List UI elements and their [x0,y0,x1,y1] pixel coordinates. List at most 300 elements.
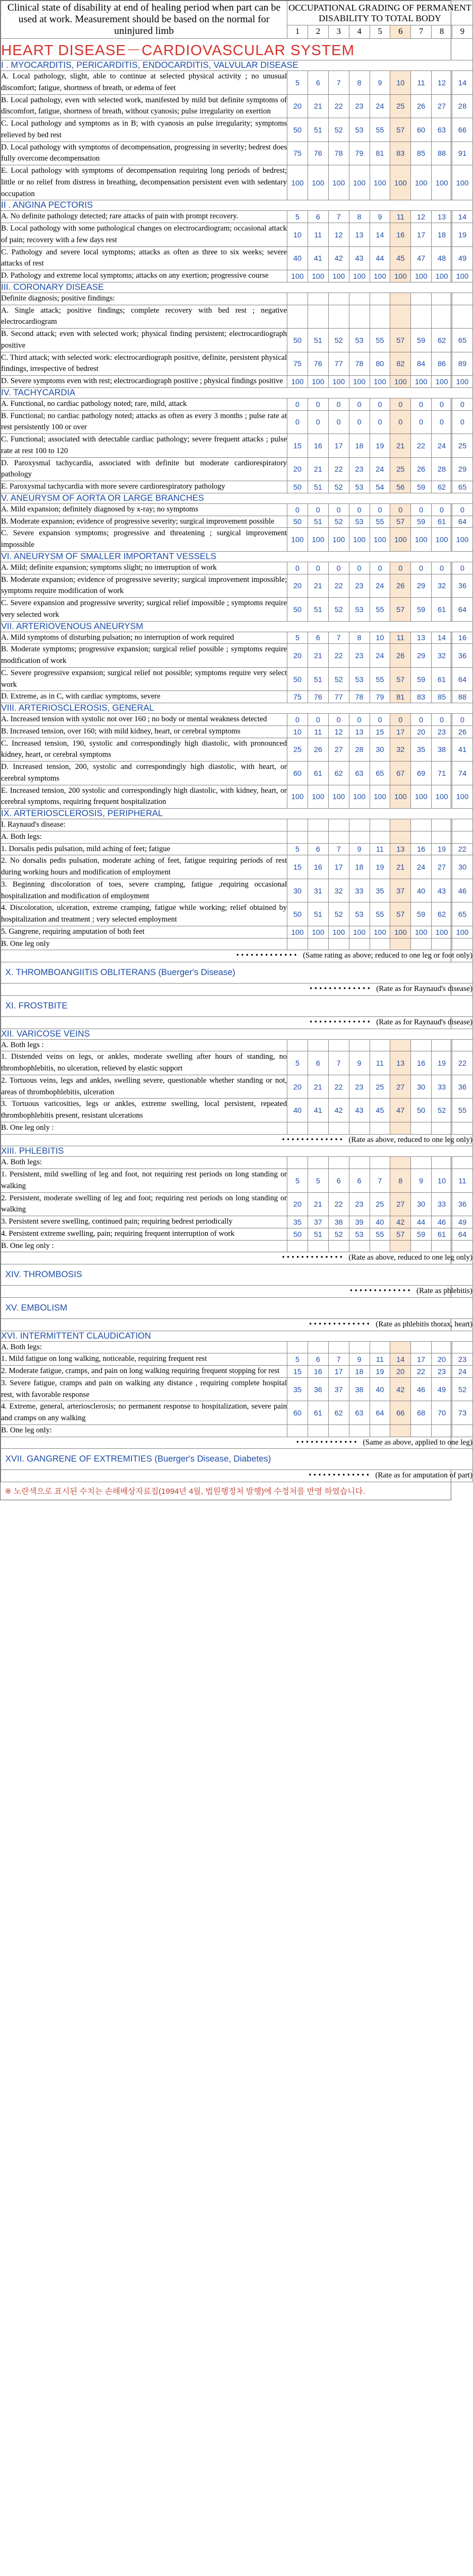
grade-col-header: 7 [411,25,432,39]
table-row [1,434,473,458]
grade-value-cell: 0 [328,714,349,726]
table-row [1,1228,473,1240]
condition-description: C. Increased tension, 190, systolic and correspondingly high diastolic, with pronounced kidney, heart, or cerebral symptoms [1,738,287,762]
leader-dots: ••••••••••••• [236,951,303,960]
grade-empty-cell [308,1341,328,1353]
grade-value-cell: 20 [287,457,308,481]
table-row [1,667,473,691]
section-title: II . ANGINA PECTORIS [1,200,473,211]
grade-value-cell: 41 [308,1099,328,1122]
grade-value-cell [390,305,411,329]
grade-value-cell: 22 [328,457,349,481]
grade-value-cell: 37 [390,879,411,902]
grade-empty-cell [349,1240,370,1252]
grade-value-cell: 0 [349,503,370,516]
section-title: VIII. ARTERIOSCLEROSIS, GENERAL [1,703,473,714]
table-row [1,725,473,738]
condition-description: B. Functional; no cardiac pathology noted; attacks as often as every 3 months ; pulse rate at rest persistently 100 or over [1,410,287,434]
grade-value-cell: 50 [287,902,308,926]
grade-value-cell: 55 [370,118,390,142]
grade-value-cell: 100 [328,376,349,388]
grade-empty-cell [452,1240,473,1252]
grade-empty-cell [411,1341,432,1353]
grade-value-cell: 38 [432,738,452,762]
grade-value-cell: 16 [308,855,328,879]
grade-value-cell: 100 [452,165,473,200]
grade-empty-cell [452,1157,473,1169]
grade-value-cell: 5 [287,1353,308,1366]
grade-value-cell: 47 [411,246,432,270]
rating-note [1,1252,473,1264]
condition-description: D. Severe symptoms even with rest; electrocardiograph positive ; physical findings positive [1,376,287,388]
grade-value-cell: 19 [452,223,473,247]
grade-empty-cell [452,1341,473,1353]
table-row [1,632,473,644]
grade-value-cell: 55 [370,598,390,622]
grade-value-cell: 100 [432,926,452,938]
grade-value-cell: 24 [370,644,390,668]
grade-value-cell: 0 [432,714,452,726]
grade-value-cell: 35 [287,1377,308,1401]
grade-value-cell: 15 [370,725,390,738]
grade-value-cell: 100 [390,528,411,552]
grade-empty-cell [349,1341,370,1353]
grade-value-cell: 46 [411,1377,432,1401]
grade-value-cell: 59 [411,481,432,493]
grade-empty-cell [328,831,349,843]
grade-empty-cell [452,819,473,831]
rating-note [1,1286,473,1298]
grade-value-cell: 62 [432,329,452,352]
grade-value-cell: 10 [287,725,308,738]
page-title: HEART DISEASE－CARDIOVASCULAR SYSTEM [1,39,473,60]
grade-value-cell: 100 [328,270,349,282]
grade-value-cell: 61 [308,762,328,785]
table-row [1,516,473,528]
grade-value-cell: 5 [287,211,308,223]
grade-empty-cell [308,1122,328,1134]
grade-value-cell: 5 [287,632,308,644]
grade-empty-cell [287,938,308,950]
grade-value-cell: 77 [328,691,349,703]
grade-empty-cell [452,1122,473,1134]
grade-value-cell: 19 [432,1051,452,1075]
grade-value-cell: 6 [308,632,328,644]
grade-empty-cell [432,1157,452,1169]
condition-description: E. Increased tension, 200 systolic and correspondingly high diastolic, with kidney, heart, or cerebral symptoms, requiring frequent hospitalization [1,785,287,809]
grade-value-cell: 30 [411,1192,432,1216]
grade-value-cell: 5 [287,1169,308,1193]
grade-value-cell: 43 [349,246,370,270]
grade-value-cell: 54 [370,481,390,493]
grade-empty-cell [390,293,411,305]
grade-value-cell: 13 [349,223,370,247]
grade-value-cell: 6 [308,71,328,95]
rating-note [1,950,473,962]
table-row [1,843,473,855]
grade-value-cell: 7 [328,1051,349,1075]
grade-value-cell: 0 [287,562,308,574]
grade-empty-cell [287,1341,308,1353]
grade-value-cell: 50 [287,329,308,352]
grade-value-cell: 29 [411,644,432,668]
grade-value-cell: 9 [370,211,390,223]
grade-value-cell: 21 [308,574,328,598]
grade-value-cell: 59 [411,329,432,352]
grade-value-cell [432,305,452,329]
grade-value-cell: 0 [411,410,432,434]
grade-value-cell: 6 [308,211,328,223]
grade-empty-cell [370,819,390,831]
grade-value-cell: 52 [328,598,349,622]
grade-value-cell: 50 [287,516,308,528]
grade-value-cell: 70 [432,1401,452,1425]
grade-value-cell: 81 [370,141,390,165]
grade-value-cell: 100 [411,528,432,552]
grade-value-cell: 9 [349,843,370,855]
grade-value-cell: 0 [308,398,328,410]
grade-col-header: 5 [370,25,390,39]
grade-value-cell: 15 [287,855,308,879]
grade-value-cell: 100 [287,165,308,200]
grade-empty-cell [411,293,432,305]
grade-value-cell: 30 [411,1075,432,1099]
grade-value-cell: 20 [287,1192,308,1216]
grade-value-cell: 20 [287,94,308,118]
grade-value-cell: 55 [452,1099,473,1122]
grade-value-cell: 53 [349,1228,370,1240]
grade-value-cell: 83 [411,691,432,703]
section-title: XIV. THROMBOSIS [1,1264,473,1286]
condition-description: 1. Distended veins on legs, or ankles, moderate swelling after hours of standing, no thrombophlebitis, no ulceration, relieved by elastic support [1,1051,287,1075]
grade-value-cell: 100 [328,926,349,938]
grade-value-cell: 0 [452,398,473,410]
grade-value-cell: 51 [308,667,328,691]
grade-value-cell: 21 [308,1192,328,1216]
grade-value-cell: 0 [390,562,411,574]
grade-value-cell: 0 [452,503,473,516]
grade-empty-cell [390,831,411,843]
grade-value-cell: 13 [432,211,452,223]
grade-value-cell: 100 [432,376,452,388]
grade-value-cell: 0 [328,410,349,434]
grade-value-cell: 43 [432,879,452,902]
grade-value-cell: 17 [328,1366,349,1378]
grade-value-cell: 37 [308,1216,328,1228]
grade-empty-cell [432,831,452,843]
grade-value-cell: 30 [452,855,473,879]
grade-value-cell: 18 [349,1366,370,1378]
grade-value-cell: 53 [349,118,370,142]
grade-value-cell: 100 [452,376,473,388]
table-row [1,644,473,668]
grade-value-cell: 74 [452,762,473,785]
rating-note [1,1134,473,1146]
grade-value-cell: 40 [370,1377,390,1401]
grade-value-cell: 25 [452,434,473,458]
condition-description: 4. Extreme, general, arteriosclerosis; no permanent response to hospitalization, severe pain and cramps on any walking [1,1401,287,1425]
grade-value-cell: 13 [390,843,411,855]
table-row [1,562,473,574]
grade-value-cell: 84 [411,352,432,376]
grade-value-cell: 16 [411,1051,432,1075]
grade-value-cell: 0 [452,714,473,726]
grade-value-cell: 100 [308,376,328,388]
grade-value-cell: 26 [411,457,432,481]
grade-value-cell: 0 [308,410,328,434]
grade-value-cell: 51 [308,902,328,926]
grade-empty-cell [411,831,432,843]
grade-value-cell: 22 [328,644,349,668]
condition-description: 2. Tortuous veins, legs and ankles, swelling severe, questionable whether standing or not, areas of thrombophlebitis, ulceration [1,1075,287,1099]
grade-empty-cell [349,1424,370,1437]
grade-value-cell: 42 [390,1377,411,1401]
grade-value-cell: 5 [287,71,308,95]
grade-value-cell: 57 [390,902,411,926]
section-title: XVI. INTERMITTENT CLAUDICATION [1,1331,473,1341]
grade-value-cell: 11 [390,632,411,644]
grade-value-cell: 24 [370,574,390,598]
grade-value-cell: 25 [390,94,411,118]
grade-empty-cell [452,831,473,843]
grade-value-cell: 0 [411,398,432,410]
grade-value-cell: 0 [328,562,349,574]
grade-empty-cell [328,938,349,950]
section-subgroup: B. One leg only: [1,1424,287,1437]
grade-value-cell: 0 [411,714,432,726]
leader-dots: ••••••••••••• [309,985,376,993]
condition-description: B. Second attack; even with selected work; physical finding persistent; electrocardiograph positive [1,329,287,352]
grade-empty-cell [328,1424,349,1437]
grade-value-cell: 33 [349,879,370,902]
grade-value-cell: 13 [390,1051,411,1075]
grade-value-cell: 8 [349,632,370,644]
grade-value-cell: 52 [452,1377,473,1401]
grade-value-cell: 9 [411,1169,432,1193]
section-title: XVII. GANGRENE OF EXTREMITIES (Buerger's Disease, Diabetes) [1,1449,473,1470]
grade-value-cell: 85 [411,141,432,165]
condition-description: 1. Persistent, mild swelling of leg and foot, not requiring rest periods on long standing or walking [1,1169,287,1193]
grade-empty-cell [390,819,411,831]
condition-description: B. Increased tension, over 160; with mild kidney, heart, or cerebral symptoms [1,725,287,738]
grade-value-cell [328,305,349,329]
rating-note-text: (Rate as for amputation of part) [375,1471,472,1480]
grade-value-cell: 40 [287,246,308,270]
grade-empty-cell [432,1341,452,1353]
grade-empty-cell [287,1122,308,1134]
grade-value-cell: 10 [432,1169,452,1193]
grade-value-cell: 100 [390,926,411,938]
grade-value-cell: 78 [349,691,370,703]
grade-value-cell: 28 [432,457,452,481]
grade-value-cell: 50 [287,598,308,622]
grade-value-cell: 7 [328,71,349,95]
grade-value-cell: 45 [390,246,411,270]
grade-value-cell: 37 [328,1377,349,1401]
condition-description: 1. Mild fatigue on long walking, noticeable, requiring frequent rest [1,1353,287,1366]
grade-value-cell: 61 [308,1401,328,1425]
grade-value-cell: 50 [287,1228,308,1240]
rating-note-text: (Same rating as above; reduced to one leg or foot only) [303,951,472,960]
grade-value-cell: 64 [452,1228,473,1240]
grade-value-cell: 68 [411,1401,432,1425]
grade-value-cell: 11 [370,1051,390,1075]
grade-value-cell: 60 [287,762,308,785]
grade-value-cell: 7 [328,1353,349,1366]
grade-empty-cell [349,831,370,843]
grade-value-cell: 35 [411,738,432,762]
condition-description: D. Pathology and extreme local symptoms; attacks on any exertion; progressive course [1,270,287,282]
grade-value-cell: 39 [349,1216,370,1228]
grade-value-cell: 8 [349,211,370,223]
condition-description: 2. Persistent, moderate swelling of leg and foot; requiring rest periods on long standing or walking [1,1192,287,1216]
grade-value-cell: 10 [390,71,411,95]
grade-value-cell: 89 [452,352,473,376]
grade-value-cell: 69 [411,762,432,785]
grade-value-cell: 23 [349,1075,370,1099]
grade-value-cell: 28 [452,94,473,118]
rating-note [1,1470,473,1482]
grade-empty-cell [370,1122,390,1134]
grade-value-cell: 52 [432,1099,452,1122]
table-row [1,71,473,95]
grade-value-cell: 29 [452,457,473,481]
grade-value-cell: 42 [328,246,349,270]
grade-value-cell: 20 [432,1353,452,1366]
grade-value-cell: 100 [349,270,370,282]
grade-value-cell: 52 [328,329,349,352]
grade-value-cell: 100 [432,165,452,200]
grade-value-cell: 8 [349,71,370,95]
grade-value-cell: 16 [452,632,473,644]
grade-value-cell: 38 [328,1216,349,1228]
grade-value-cell: 26 [390,574,411,598]
grade-value-cell: 38 [349,1377,370,1401]
condition-description: 3. Tortuous varicosities, legs or ankles, extreme swelling, local persistent, repeated thrombophlebitis present, resistant ulcerations [1,1099,287,1122]
grade-value-cell: 23 [349,94,370,118]
grade-value-cell: 100 [328,165,349,200]
table-row [1,714,473,726]
grade-value-cell: 25 [370,1192,390,1216]
grade-value-cell: 0 [308,714,328,726]
grade-empty-cell [432,293,452,305]
grade-value-cell: 100 [287,270,308,282]
grade-value-cell: 49 [452,1216,473,1228]
condition-description: 4. Persistent extreme swelling, pain; requiring frequent interruption of work [1,1228,287,1240]
grade-value-cell: 49 [452,246,473,270]
rating-note-text: (Rate as for Raynaud's disease) [376,1017,472,1026]
rating-note-text: (Rate as above, reduced to one leg only) [348,1253,472,1262]
grade-empty-cell [328,293,349,305]
grade-value-cell: 32 [432,644,452,668]
grade-value-cell: 59 [411,516,432,528]
table-row [1,329,473,352]
grade-empty-cell [432,1039,452,1051]
grade-value-cell: 41 [308,246,328,270]
grade-empty-cell [411,938,432,950]
grade-empty-cell [287,1240,308,1252]
grade-value-cell: 10 [287,223,308,247]
grade-value-cell: 55 [370,1228,390,1240]
grade-value-cell: 31 [308,879,328,902]
grade-empty-cell [287,1157,308,1169]
grade-value-cell: 100 [349,165,370,200]
grade-value-cell: 66 [390,1401,411,1425]
condition-description: A. Functional, no cardiac pathology noted; rare, mild, attack [1,398,287,410]
grade-empty-cell [328,1157,349,1169]
grade-value-cell: 20 [287,644,308,668]
grade-value-cell: 100 [308,785,328,809]
grade-value-cell [308,305,328,329]
grade-value-cell: 0 [370,503,390,516]
grade-value-cell: 100 [452,785,473,809]
grade-value-cell: 0 [390,398,411,410]
grade-value-cell: 44 [370,246,390,270]
grade-value-cell: 0 [370,398,390,410]
grade-value-cell: 65 [452,902,473,926]
grade-value-cell: 21 [308,94,328,118]
table-row [1,1169,473,1193]
grade-value-cell: 19 [370,1366,390,1378]
grade-empty-cell [328,1341,349,1353]
table-row [1,481,473,493]
grade-value-cell: 27 [390,1192,411,1216]
leader-dots: ••••••••••••• [309,1320,376,1329]
grade-value-cell: 77 [328,352,349,376]
condition-description: A. Local pathology, slight, able to continue at selected physical activity ; no unusual discomfort; fatigue, shortness of breath, or edema of feet [1,71,287,95]
grade-value-cell: 67 [390,762,411,785]
grade-value-cell: 51 [308,118,328,142]
condition-description: C. Severe progressive expansion; surgical relief not possible; symptoms require very select work [1,667,287,691]
grade-value-cell: 0 [349,410,370,434]
condition-description: B. Local pathology with some pathological changes on electrocardiogram; occasional attack of pain; recovery with a few days rest [1,223,287,247]
grade-empty-cell [370,1240,390,1252]
grade-value-cell: 100 [452,926,473,938]
grade-value-cell: 17 [390,725,411,738]
grade-value-cell: 0 [328,398,349,410]
grade-value-cell: 100 [370,270,390,282]
grade-value-cell: 100 [370,165,390,200]
grade-value-cell: 61 [432,667,452,691]
grade-value-cell: 57 [390,598,411,622]
grade-value-cell: 35 [370,879,390,902]
grade-value-cell: 76 [308,352,328,376]
table-row [1,1075,473,1099]
grade-value-cell: 8 [390,1169,411,1193]
table-row [1,246,473,270]
table-row [1,376,473,388]
section-title: IX. ARTERIOSCLEROSIS, PERIPHERAL [1,809,473,819]
grade-value-cell: 17 [411,1353,432,1366]
grade-value-cell: 83 [390,141,411,165]
grade-value-cell: 0 [287,398,308,410]
grade-value-cell: 20 [287,1075,308,1099]
grade-value-cell: 100 [308,165,328,200]
grade-value-cell: 14 [390,1353,411,1366]
grade-empty-cell [390,938,411,950]
grade-value-cell: 53 [349,481,370,493]
grade-value-cell: 7 [328,843,349,855]
grade-value-cell: 61 [432,598,452,622]
grade-value-cell: 49 [432,1377,452,1401]
grade-value-cell: 65 [452,481,473,493]
grade-empty-cell [432,1424,452,1437]
grade-value-cell: 24 [432,434,452,458]
table-row [1,926,473,938]
grade-value-cell: 76 [308,691,328,703]
grade-value-cell: 24 [452,1366,473,1378]
table-row [1,785,473,809]
